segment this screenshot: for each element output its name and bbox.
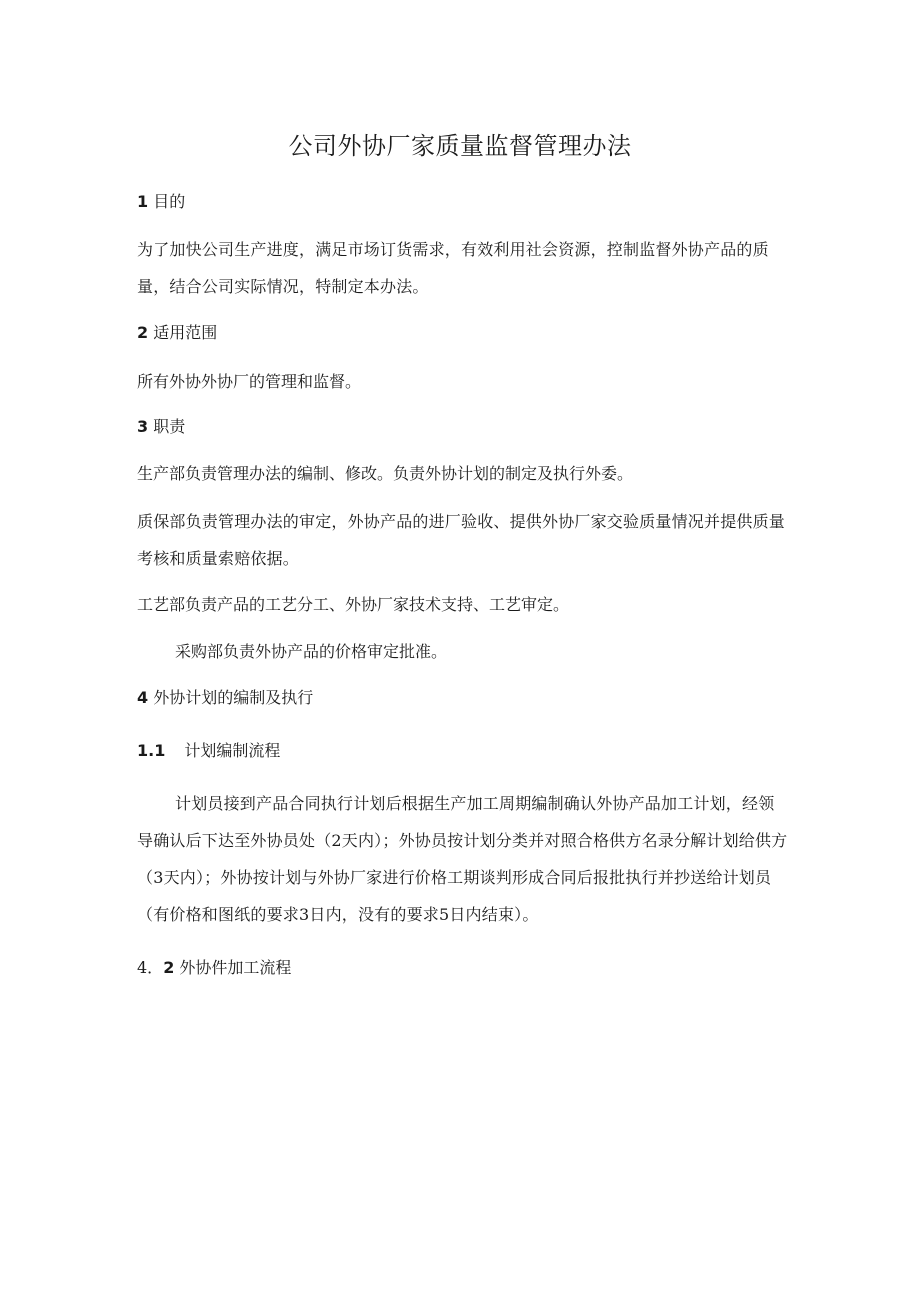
section-title: 目的 xyxy=(153,192,186,211)
subsection-heading-1-1 xyxy=(137,740,280,762)
section-heading-4 xyxy=(137,687,313,709)
subsection-number-prefix: 4． xyxy=(137,958,164,977)
document-title: 公司外协厂家质量监督管理办法 xyxy=(288,132,632,160)
subsection-number: 1.1 xyxy=(137,741,166,760)
section-number: 1 xyxy=(137,192,149,211)
section-heading-3 xyxy=(137,416,185,438)
subsection-1-1-paragraph: 计划员接到产品合同执行计划后根据生产加工周期编制确认外协产品加工计划，经领导确认后下达至外协员处（2天内）；外协员按计划分类并对照合格供方名录分解计划给供方（3天内）；外协按计划与外协厂家进行价格工期谈判形成合同后报批执行并抄送给计划员（有价格和图纸的要求3日内，没有的要求5日内结束）。 xyxy=(137,794,788,924)
subsection-title: 外协件加工流程 xyxy=(179,958,292,977)
section-3-paragraph-purchasing: 采购部负责外协产品的价格审定批准。 xyxy=(175,642,448,661)
section-heading-2 xyxy=(137,322,217,344)
subsection-heading-4-2 xyxy=(137,957,291,979)
section-1-paragraph: 为了加快公司生产进度，满足市场订货需求，有效利用社会资源，控制监督外协产品的质量，结合公司实际情况，特制定本办法。 xyxy=(137,240,769,296)
section-title: 适用范围 xyxy=(153,323,218,342)
section-number: 3 xyxy=(137,417,149,436)
section-heading-1 xyxy=(137,191,185,213)
section-3-paragraph-production: 生产部负责管理办法的编制、修改。负责外协计划的制定及执行外委。 xyxy=(137,464,634,483)
section-3-paragraph-process: 工艺部负责产品的工艺分工、外协厂家技术支持、工艺审定。 xyxy=(137,595,570,614)
subsection-number: 2 xyxy=(163,958,175,977)
section-2-paragraph: 所有外协外协厂的管理和监督。 xyxy=(137,372,362,391)
section-3-paragraph-quality: 质保部负责管理办法的审定，外协产品的进厂验收、提供外协厂家交验质量情况并提供质量考核和质量索赔依据。 xyxy=(137,512,786,568)
section-number: 4 xyxy=(137,688,149,707)
section-title: 外协计划的编制及执行 xyxy=(153,688,314,707)
subsection-title: 计划编制流程 xyxy=(184,741,281,760)
section-title: 职责 xyxy=(153,417,186,436)
section-number: 2 xyxy=(137,323,149,342)
